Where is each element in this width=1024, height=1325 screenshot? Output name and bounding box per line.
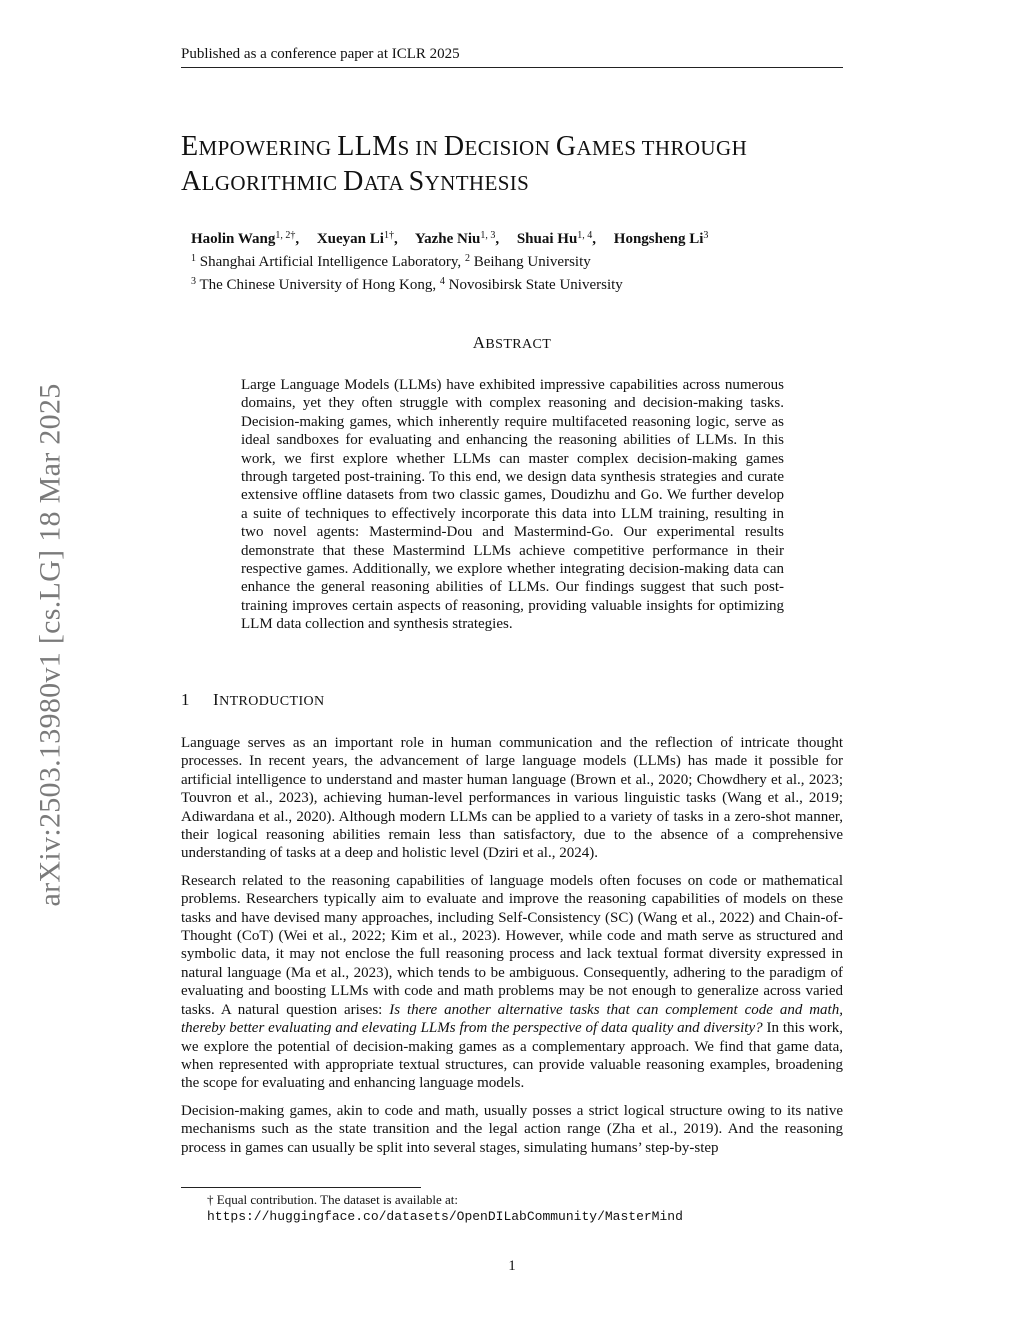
running-header: Published as a conference paper at ICLR 2025: [181, 45, 843, 68]
paragraph-2: Research related to the reasoning capabilities of language models often focuses on code or mathematical problems. Researchers typically aim to evaluate and improve the reasoning capabilities of models on these tasks and have devised many approaches, including Self-Consistency (SC) (Wang et al., 2022) and Chain-of-Thought (CoT) (Wei et al., 2022; Kim et al., 2023). However, while code and math serve as structured and symbolic data, it may not enclose the full reasoning process and lack textual format diversity expressed in natural language (Ma et al., 2023), which tends to be ambiguous. Consequently, adhering to the paradigm of evaluating and boosting LLMs with code and math problems may be not enough to generalize across varied tasks. A natural question arises: Is there another alternative tasks that can complement code and math, thereby better evaluating and elevating LLMs from the perspective of data quality and diversity? In this work, we explore the potential of decision-making games as a complementary approach. We find that game data, when represented with appropriate textual structures, can provide valuable reasoning examples, broadening the scope for evaluating and enhancing language models.: [181, 872, 843, 1092]
title-line-1-segment: AMES THROUGH: [576, 136, 748, 160]
author-names: [191, 226, 831, 249]
title-line-2-segment: D: [343, 166, 364, 197]
title-line-1-segment: D: [443, 131, 465, 162]
author-2: Xueyan $Li^{1\dagger}$,: [316, 230, 398, 247]
paragraph-1: Language serves as an important role in human communication and the reflection of intricate thought processes. In recent years, the advancement of large language models (LLMs) has made it possible for artificial intelligence to understand and master human language (Brown et al., 2020; Chowdhery et al., 2023; Touvron et al., 2023), achieving human-level performances in various linguistic tasks (Wang et al., 2019; Adiwardana et al., 2020). Although modern LLMs can be applied to a variety of tasks in a zero-shot manner, their logical reasoning abilities remain less than satisfactory, due to the absence of a comprehensive understanding of tasks at a deep and holistic level (Dziri et al., 2024).: [181, 735, 843, 862]
title-line-1-segment: E: [181, 131, 199, 162]
title-line-2-segment: YNTHESIS: [424, 171, 530, 195]
paragraph-3: Decision-making games, akin to code and math, usually posses a strict logical structure owing to its native mechanisms such as the state transition and the legal action range (Zha et al., 2019). And the reasoning process in games can usually be split into several stages, simulating humans’ step-by-step: [181, 1102, 843, 1156]
author-block: [191, 226, 831, 295]
author-4: Shuai Hu$^{1, 4}$,: [516, 230, 597, 247]
title-line-2-segment: S: [408, 166, 425, 197]
title-line-1-segment: MPOWERING: [198, 136, 338, 160]
introduction-body: [181, 734, 843, 1166]
dataset-link[interactable]: https://huggingface.co/datasets/OpenDILabCommunity/MasterMind: [207, 1209, 683, 1224]
title-line-2-segment: A: [181, 166, 202, 197]
arxiv-identifier-text: arXiv:2503.13980v1 [cs.LG] 18 Mar 2025: [33, 383, 67, 907]
title-line-1-segment: LLM: [337, 131, 398, 162]
abstract-text: Large Language Models (LLMs) have exhibited impressive capabilities across numerous domains, yet they often struggle with complex reasoning and decision-making tasks. Decision-making games, which inherently require multifaceted reasoning logic, serve as ideal sandboxes for evaluating and enhancing the reasoning abilities of LLMs. In this work, we first explore whether LLMs can master complex decision-making games through targeted post-training. To this end, we design data synthesis strategies and curate extensive offline datasets from two classic games, Doudizhu and Go. We further develop a suite of techniques to effectively incorporate this data into LLM training, resulting in two novel agents: Mastermind-Dou and Mastermind-Go. Our experimental results demonstrate that these Mastermind LLMs achieve competitive performance in their respective games. Additionally, we explore whether integrating decision-making data can enhance the general reasoning abilities of LLMs. Our findings suggest that such post-training improves certain aspects of reasoning, providing valuable insights for optimizing LLM data collection and synthesis strategies.: [241, 377, 784, 633]
title-line-2-segment: LGORITHMIC: [201, 171, 344, 195]
title-line-2: [181, 167, 529, 196]
author-3: Yazhe Niu$^{1, 3}$,: [414, 230, 500, 247]
section-number: 1: [181, 690, 190, 709]
title-line-1: [181, 132, 747, 161]
title-line-1-segment: ECISION: [464, 136, 556, 160]
author-1: Haolin Wang$^{1, 2\dagger}$,: [191, 230, 300, 247]
affiliation-line-2: $^3$ The Chinese University of Hong Kong, $^4$ Novosibirsk State University: [191, 276, 623, 293]
footnote: † Equal contribution. The dataset is available at: https://huggingface.co/datasets/OpenDILabCommunity/MasterMind: [207, 1191, 827, 1225]
title-line-1-segment: S IN: [397, 136, 444, 160]
research-question: Is there another alternative tasks that can complement code and math, thereby better evaluating and elevating LLMs from the perspective of data quality and diversity?: [181, 1001, 843, 1037]
author-5: Hongsheng Li$^3$: [613, 230, 709, 247]
page-number: 1: [508, 1258, 516, 1274]
affiliation-line-1: $^1$ Shanghai Artificial Intelligence Laboratory, $^2$ Beihang University: [191, 253, 591, 270]
abstract-heading: ABSTRACT: [472, 333, 552, 352]
footnote-mark: †: [207, 1192, 214, 1207]
footnote-rule: [181, 1187, 421, 1188]
title-line-1-segment: G: [555, 131, 577, 162]
title-line-2-segment: ATA: [363, 171, 409, 195]
arxiv-identifier-stamp: [30, 350, 70, 940]
section-heading-introduction: 1 INTRODUCTION: [181, 690, 325, 709]
paper-title: [181, 130, 861, 200]
